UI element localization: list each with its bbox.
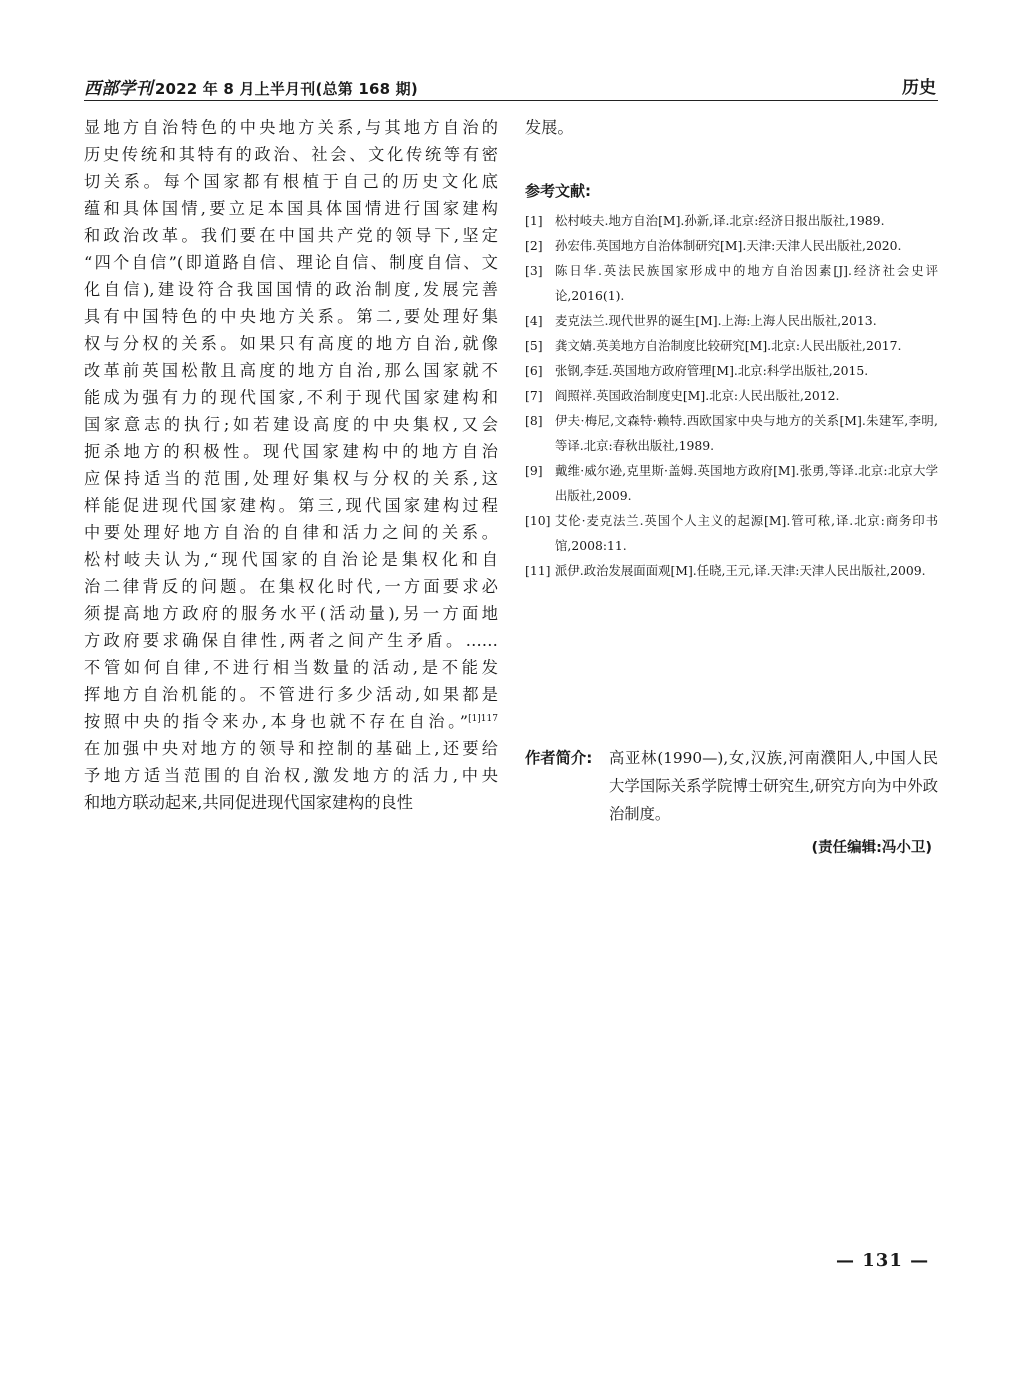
text-line: 切关系。每个国家都有根植于自己的历史文化底	[84, 172, 498, 191]
reference-number: [6]	[525, 363, 543, 378]
text-line: 扼杀地方的积极性。现代国家建构中的地方自治	[84, 442, 498, 461]
text-line: 予地方适当范围的自治权,激发地方的活力,中央	[84, 766, 498, 785]
reference-item	[525, 508, 938, 558]
reference-number: [3]	[525, 263, 543, 278]
reference-item	[525, 233, 938, 258]
running-header	[84, 70, 938, 101]
reference-text: 戴维·威尔逊,克里斯·盖姆.英国地方政府[M].张勇,等译.北京:北京大学出版社,2009.	[555, 463, 938, 503]
reference-number: [5]	[525, 338, 543, 353]
text-line: 具有中国特色的中央地方关系。第二,要处理好集	[84, 307, 498, 326]
journal-logo: 西部学刊	[84, 79, 153, 99]
references-list	[525, 208, 938, 583]
reference-text: 龚文婧.英美地方自治制度比较研究[M].北京:人民出版社,2017.	[555, 338, 902, 353]
text-line: 中要处理好地方自治的自律和活力之间的关系。	[84, 523, 498, 542]
reference-number: [11]	[525, 563, 551, 578]
text-line: 权与分权的关系。如果只有高度的地方自治,就像	[84, 334, 498, 353]
reference-item	[525, 383, 938, 408]
text-line: 和地方联动起来,共同促进现代国家建构的良性	[84, 793, 413, 812]
text-line: 国家意志的执行;如若建设高度的中央集权,又会	[84, 415, 498, 434]
reference-item	[525, 208, 938, 233]
text-line: 化自信),建设符合我国国情的政治制度,发展完善	[84, 280, 498, 299]
responsible-editor: (责任编辑:冯小卫)	[811, 840, 932, 856]
text-line: 和政治改革。我们要在中国共产党的领导下,坚定	[84, 226, 498, 245]
reference-item	[525, 333, 938, 358]
reference-item	[525, 458, 938, 508]
reference-text: 伊夫·梅尼,文森特·赖特.西欧国家中央与地方的关系[M].朱建军,李明,等译.北京:春秋出版社,1989.	[555, 413, 938, 453]
continued-text: 发展。	[525, 118, 574, 137]
text-line: 松村岐夫认为,“现代国家的自治论是集权化和自	[84, 550, 498, 569]
text-line: 显地方自治特色的中央地方关系,与其地方自治的	[84, 118, 498, 137]
reference-number: [1]	[525, 213, 543, 228]
reference-item	[525, 308, 938, 333]
reference-text: 阎照祥.英国政治制度史[M].北京:人民出版社,2012.	[555, 388, 840, 403]
right-column	[525, 114, 938, 856]
text-line: 不管如何自律,不进行相当数量的活动,是不能发	[84, 658, 498, 677]
reference-number: [8]	[525, 413, 543, 428]
text-line: 蕴和具体国情,要立足本国具体国情进行国家建构	[84, 199, 498, 218]
author-bio-text: 高亚林(1990—),女,汉族,河南濮阳人,中国人民大学国际关系学院博士研究生,研究方向为中外政治制度。	[609, 749, 938, 823]
text-line-with-citation	[84, 708, 498, 735]
reference-item	[525, 408, 938, 458]
reference-text: 陈日华.英法民族国家形成中的地方自治因素[J].经济社会史评论,2016(1).	[555, 263, 938, 303]
reference-text: 张钢,李廷.英国地方政府管理[M].北京:科学出版社,2015.	[555, 363, 869, 378]
author-bio	[525, 744, 938, 828]
reference-number: [7]	[525, 388, 543, 403]
header-journal-issue	[84, 74, 418, 99]
text-line: 能成为强有力的现代国家,不利于现代国家建构和	[84, 388, 498, 407]
reference-number: [10]	[525, 513, 551, 528]
citation-marker: [1]117	[468, 714, 498, 724]
text-line: 方政府要求确保自律性,两者之间产生矛盾。……	[84, 631, 498, 650]
reference-text: 麦克法兰.现代世界的诞生[M].上海:上海人民出版社,2013.	[555, 313, 877, 328]
reference-item	[525, 258, 938, 308]
reference-item	[525, 358, 938, 383]
main-text-left-column	[84, 114, 498, 816]
reference-text: 松村岐夫.地方自治[M].孙新,译.北京:经济日报出版社,1989.	[555, 213, 885, 228]
text-line: 改革前英国松散且高度的地方自治,那么国家就不	[84, 361, 498, 380]
text-line-body: 按照中央的指令来办,本身也就不存在自治。”	[84, 712, 469, 731]
reference-text: 派伊.政治发展面面观[M].任晓,王元,译.天津:天津人民出版社,2009.	[555, 563, 926, 578]
text-line: 应保持适当的范围,处理好集权与分权的关系,这	[84, 469, 498, 488]
references-heading: 参考文献:	[525, 182, 591, 200]
text-line: “四个自信”(即道路自信、理论自信、制度自信、文	[84, 253, 498, 272]
author-bio-label: 作者简介:	[525, 749, 593, 767]
reference-number: [2]	[525, 238, 543, 253]
text-line: 样能促进现代国家建构。第三,现代国家建构过程	[84, 496, 498, 515]
reference-number: [4]	[525, 313, 543, 328]
section-label: 历史	[902, 78, 936, 98]
issue-info: 2022 年 8 月上半月刊(总第 168 期)	[154, 80, 418, 98]
text-line: 治二律背反的问题。在集权化时代,一方面要求必	[84, 577, 498, 596]
text-line: 挥地方自治机能的。不管进行多少活动,如果都是	[84, 685, 498, 704]
text-line: 在加强中央对地方的领导和控制的基础上,还要给	[84, 739, 498, 758]
reference-item	[525, 558, 938, 583]
text-line: 须提高地方政府的服务水平(活动量),另一方面地	[84, 604, 498, 623]
reference-number: [9]	[525, 463, 543, 478]
page-number: — 131 —	[836, 1250, 930, 1271]
reference-text: 孙宏伟.英国地方自治体制研究[M].天津:天津人民出版社,2020.	[555, 238, 902, 253]
text-line: 历史传统和其特有的政治、社会、文化传统等有密	[84, 145, 498, 164]
reference-text: 艾伦·麦克法兰.英国个人主义的起源[M].管可秾,译.北京:商务印书馆,2008:11.	[555, 513, 938, 553]
